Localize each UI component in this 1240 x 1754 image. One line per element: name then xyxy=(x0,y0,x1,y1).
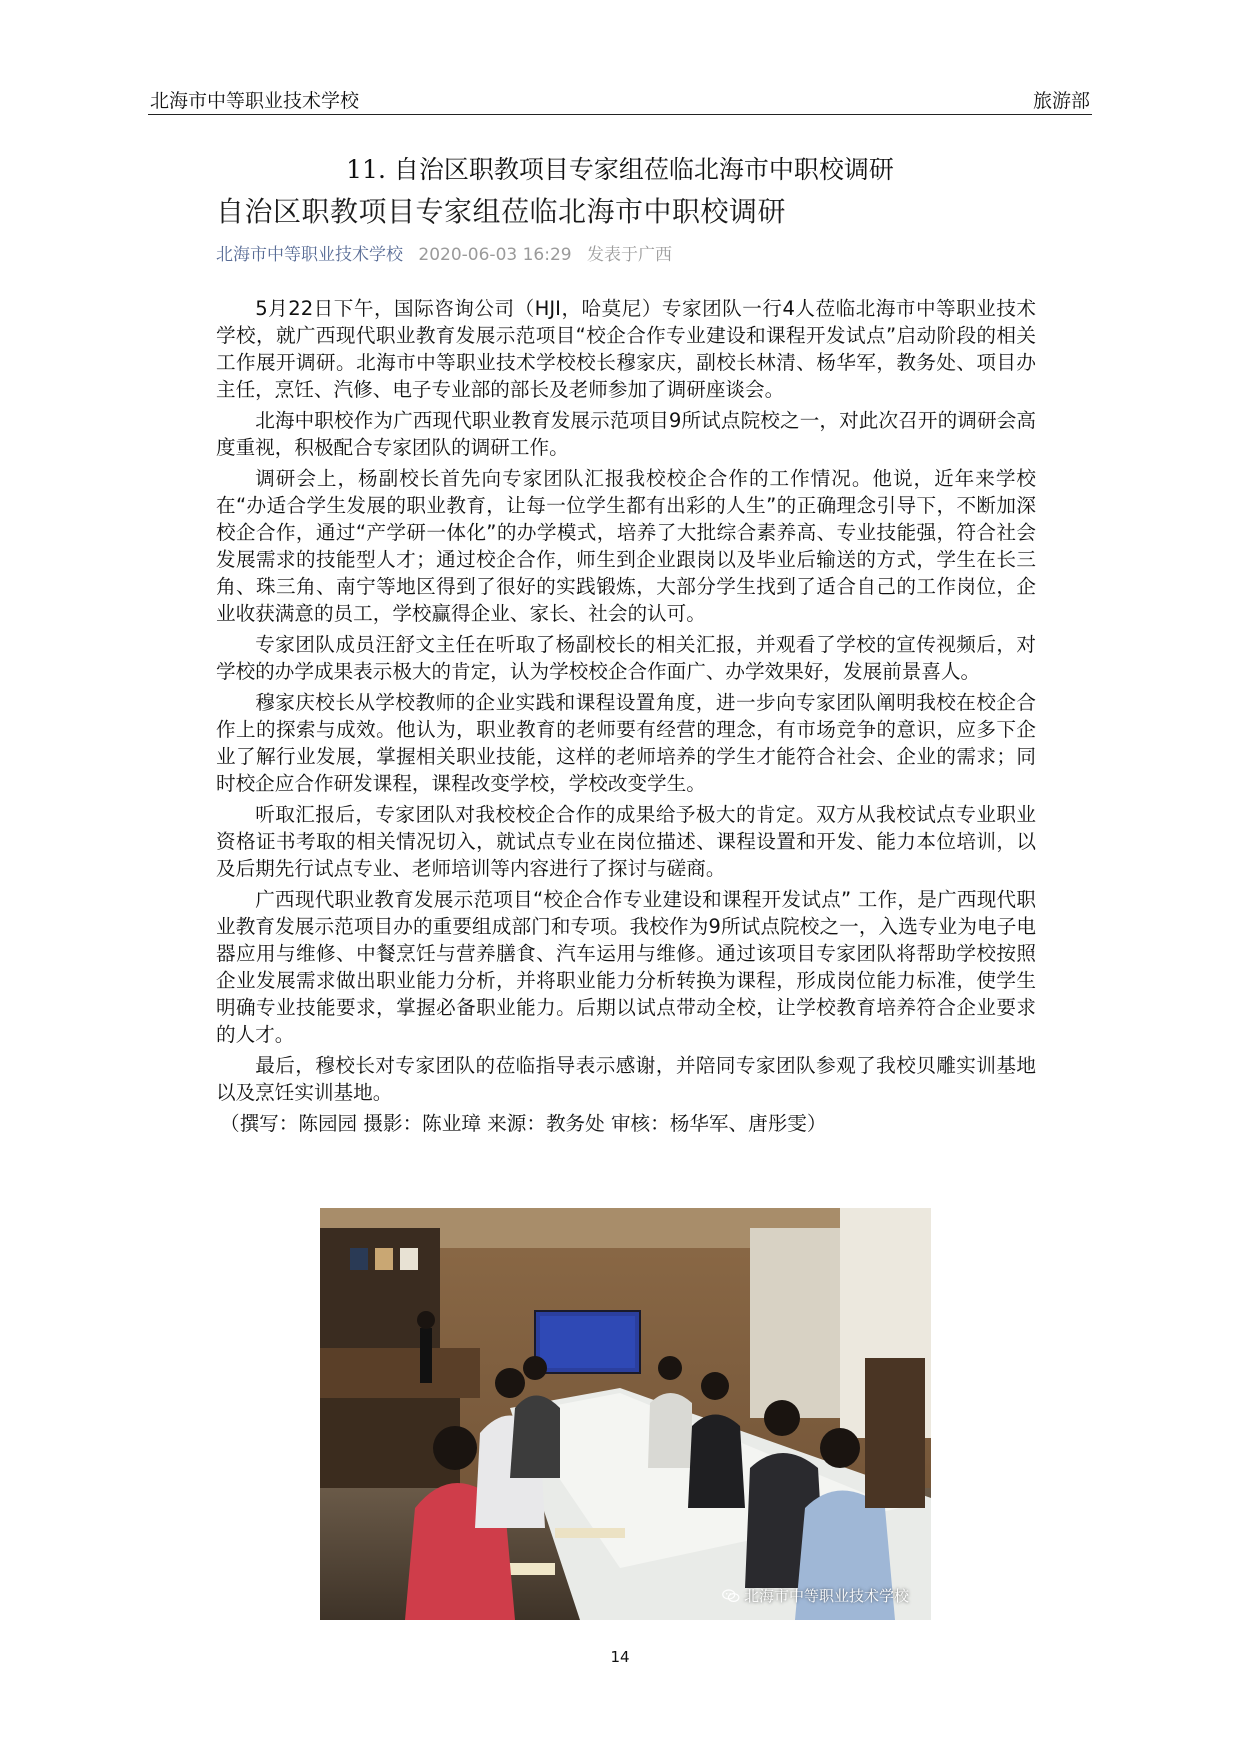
photo-watermark xyxy=(722,1585,909,1606)
paragraph: 最后，穆校长对专家团队的莅临指导表示感谢，并陪同专家团队参观了我校贝雕实训基地以及烹饪实训基地。 xyxy=(216,1054,1036,1104)
header-department: 旅游部 xyxy=(1032,90,1090,112)
meeting-photo-illustration xyxy=(320,1208,931,1620)
article-author[interactable]: 北海市中等职业技术学校 xyxy=(216,245,403,265)
header-school-name: 北海市中等职业技术学校 xyxy=(150,90,360,112)
article-body xyxy=(216,295,1036,1137)
article-credit: （撰写：陈园园 摄影：陈业璋 来源：教务处 审核：杨华军、唐彤雯） xyxy=(220,1112,827,1135)
paragraph: 听取汇报后，专家团队对我校校企合作的成果给予极大的肯定。双方从我校试点专业职业资格证书考取的相关情况切入，就试点专业在岗位描述、课程设置和开发、能力本位培训，以及后期先行试点专业、老师培训等内容进行了探讨与磋商。 xyxy=(216,803,1036,880)
article-title: 自治区职教项目专家组莅临北海市中职校调研 xyxy=(216,195,787,228)
wechat-icon xyxy=(722,1589,740,1603)
article-date: 2020-06-03 16:29 xyxy=(418,245,572,265)
paragraph: 5月22日下午，国际咨询公司（HJI，哈莫尼）专家团队一行4人莅临北海市中等职业技术学校，就广西现代职业教育发展示范项目“校企合作专业建设和课程开发试点”启动阶段的相关工作展开调研。北海市中等职业技术学校校长穆家庆，副校长林清、杨华军，教务处、项目办主任，烹饪、汽修、电子专业部的部长及老师参加了调研座谈会。 xyxy=(216,297,1036,401)
paragraph: 调研会上，杨副校长首先向专家团队汇报我校校企合作的工作情况。他说，近年来学校在“办适合学生发展的职业教育，让每一位学生都有出彩的人生”的正确理念引导下，不断加深校企合作，通过“产学研一体化”的办学模式，培养了大批综合素养高、专业技能强，符合社会发展需求的技能型人才；通过校企合作，师生到企业跟岗以及毕业后输送的方式，学生在长三角、珠三角、南宁等地区得到了很好的实践锻炼，大部分学生找到了适合自己的工作岗位，企业收获满意的员工，学校赢得企业、家长、社会的认可。 xyxy=(216,467,1036,625)
paragraph: 穆家庆校长从学校教师的企业实践和课程设置角度，进一步向专家团队阐明我校在校企合作上的探索与成效。他认为，职业教育的老师要有经营的理念，有市场竞争的意识，应多下企业了解行业发展，掌握相关职业技能，这样的老师培养的学生才能符合社会、企业的需求；同时校企应合作研发课程，课程改变学校，学校改变学生。 xyxy=(216,691,1036,795)
paragraph: 广西现代职业教育发展示范项目“校企合作专业建设和课程开发试点” 工作，是广西现代职业教育发展示范项目办的重要组成部门和专项。我校作为9所试点院校之一，入选专业为电子电器应用与维修、中餐烹饪与营养膳食、汽车运用与维修。通过该项目专家团队将帮助学校按照企业发展需求做出职业能力分析，并将职业能力分析转换为课程，形成岗位能力标准，使学生明确专业技能要求，掌握必备职业能力。后期以试点带动全校，让学校教育培养符合企业要求的人才。 xyxy=(216,888,1036,1046)
paragraph: 专家团队成员汪舒文主任在听取了杨副校长的相关汇报，并观看了学校的宣传视频后，对学校的办学成果表示极大的肯定，认为学校校企合作面广、办学效果好，发展前景喜人。 xyxy=(216,633,1036,683)
section-title: 11. 自治区职教项目专家组莅临北海市中职校调研 xyxy=(346,155,894,184)
article-location: 发表于广西 xyxy=(587,245,673,265)
article-meta xyxy=(216,240,672,265)
page-number: 14 xyxy=(610,1648,630,1666)
running-header xyxy=(148,86,1092,115)
meeting-photo xyxy=(320,1208,931,1620)
watermark-text: 北海市中等职业技术学校 xyxy=(743,1587,909,1605)
paragraph: 北海中职校作为广西现代职业教育发展示范项目9所试点院校之一，对此次召开的调研会高度重视，积极配合专家团队的调研工作。 xyxy=(216,409,1036,459)
